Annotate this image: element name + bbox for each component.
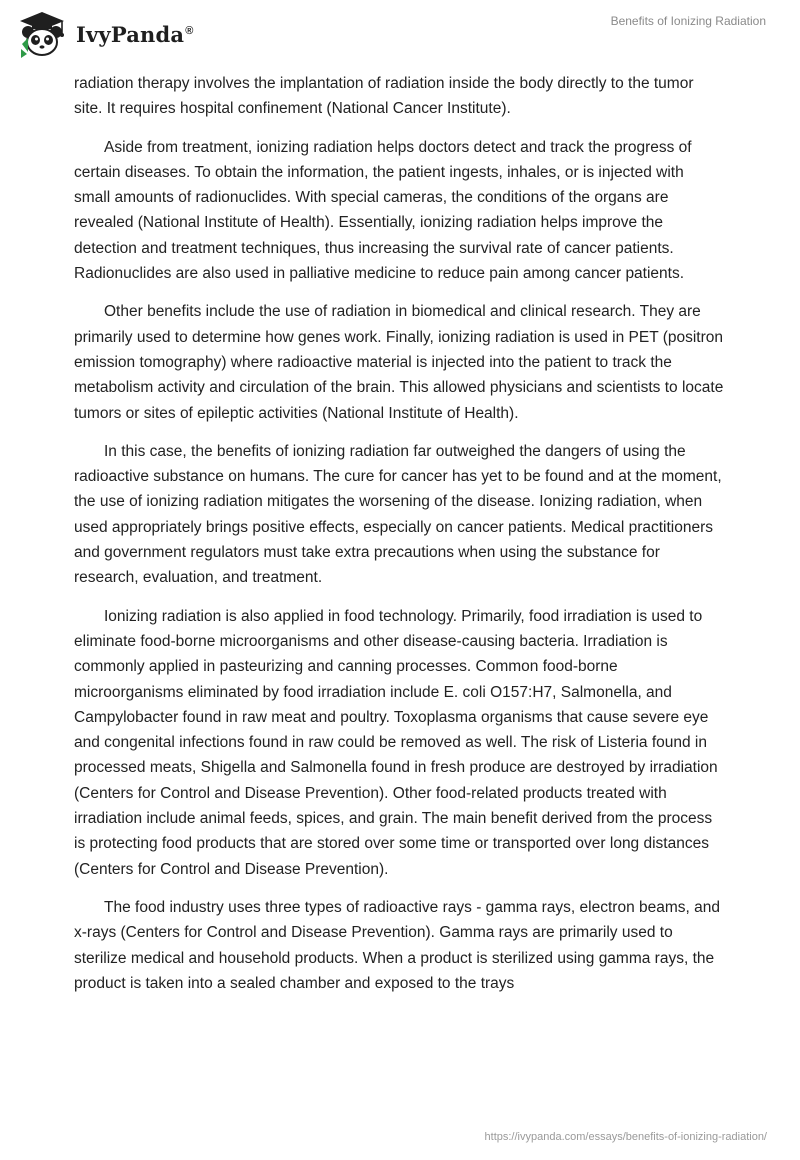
page-header (0, 0, 800, 70)
essay-body (74, 71, 724, 1009)
document-title: Benefits of Ionizing Radiation (610, 14, 766, 28)
paragraph-2: Aside from treatment, ionizing radiation helps doctors detect and track the progress of certain diseases. To obtain the information, the patient ingests, inhales, or is injected with small amounts of radionuclides. With special cameras, the conditions of the organs are revealed (National Institute of Health). Essentially, ionizing radiation helps improve the detection and treatment techniques, thus increasing the survival rate of cancer patients. Radionuclides are also used in palliative medicine to reduce pain among cancer patients. (74, 138, 692, 283)
paragraph-5: Ionizing radiation is also applied in food technology. Primarily, food irradiation is used to eliminate food-borne microorganisms and other disease-causing bacteria. Irradiation is commonly applied in pasteurizing and canning processes. Common food-borne microorganisms eliminated by food irradiation include E. coli O157:H7, Salmonella, and Campylobacter found in raw meat and poultry. Toxoplasma organisms that cause severe eye and congenital infections found in raw could be removed as well. The risk of Listeria found in processed meats, Shigella and Salmonella found in fresh produce are destroyed by irradiation (Centers for Control and Disease Prevention). Other food-related products treated with irradiation include animal feeds, spices, and grain. The main benefit derived from the process is protecting food products that are stored over some time or transported over long distances (Centers for Control and Disease Prevention). (74, 607, 718, 878)
brand-name (76, 22, 194, 47)
ivypanda-logo[interactable] (12, 8, 194, 60)
trademark-symbol: ® (185, 24, 194, 37)
paragraph-1: radiation therapy involves the implantation of radiation inside the body directly to the tumor site. It requires hospital confinement (National Cancer Institute). (74, 75, 694, 118)
paragraph-3: Other benefits include the use of radiation in biomedical and clinical research. They are primarily used to determine how genes work. Finally, ionizing radiation is used in PET (positron emission tomography) where radioactive material is injected into the patient to track the metabolism activity and circulation of the brain. This allowed physicians and scientists to locate tumors or sites of epileptic activities (National Institute of Health). (74, 303, 724, 422)
source-url[interactable]: https://ivypanda.com/essays/benefits-of-ionizing-radiation/ (484, 1131, 767, 1143)
paragraph-6: The food industry uses three types of radioactive rays - gamma rays, electron beams, and x-rays (Centers for Control and Disease Prevention). Gamma rays are primarily used to sterilize medical and household products. When a product is sterilized using gamma rays, the product is taken into a sealed chamber and exposed to the trays (74, 898, 720, 992)
brand-wordmark: IvyPanda (76, 21, 185, 47)
panda-graduation-cap-icon (12, 8, 70, 60)
paragraph-4: In this case, the benefits of ionizing radiation far outweighed the dangers of using the radioactive substance on humans. The cure for cancer has yet to be found and at the moment, the use of ionizing radiation mitigates the worsening of the disease. Ionizing radiation, when used appropriately brings positive effects, especially on cancer patients. Medical practitioners and government regulators must take extra precautions when using the substance for research, evaluation, and treatment. (74, 442, 722, 587)
